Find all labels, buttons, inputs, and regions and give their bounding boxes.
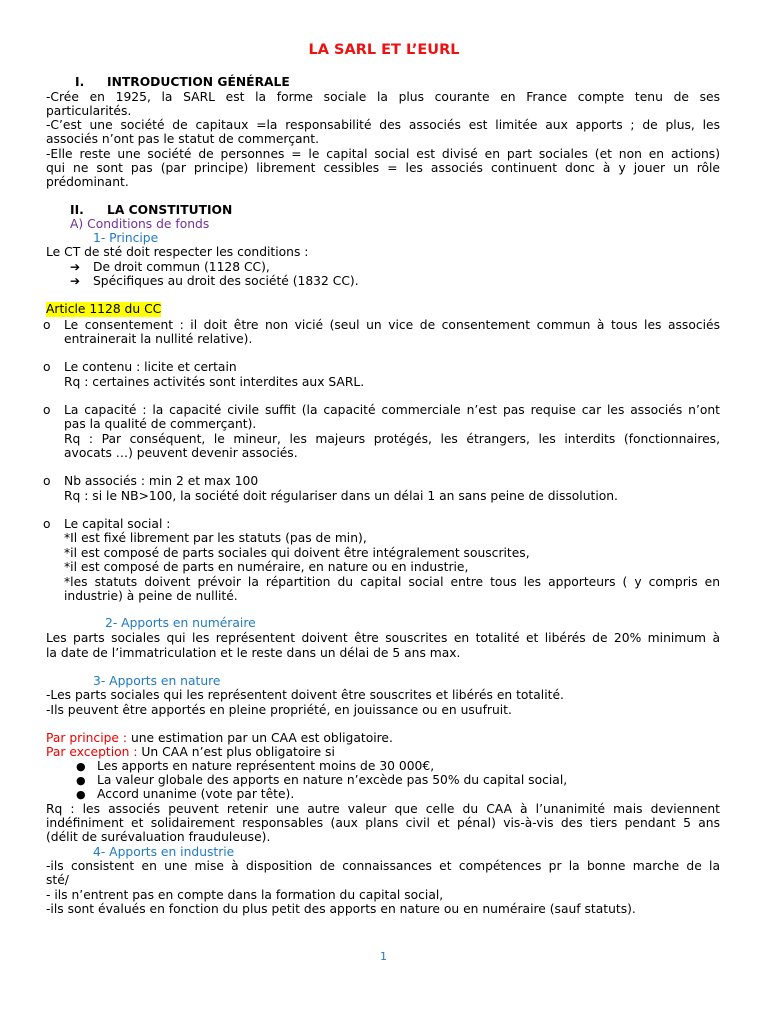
text-line: *il est composé de parts en numéraire, en nature ou en industrie,: [64, 560, 469, 574]
subsection-heading: A) Conditions de fonds: [70, 217, 210, 231]
circle-bullet-icon: o: [43, 360, 51, 374]
text-line: qui ne sont pas (par principe) librement cessibles = les associés continuent donc à y jouer un rôle: [46, 161, 720, 175]
text-line: associés n’ont pas le statut de commerçant.: [46, 132, 320, 146]
text-line: -Crée en 1925, la SARL est la forme sociale la plus courante en France compte tenu de ses: [46, 90, 720, 104]
text-line: avocats …) peuvent devenir associés.: [64, 446, 298, 460]
subsection-heading: 4- Apports en industrie: [93, 845, 235, 859]
list-item: De droit commun (1128 CC),: [93, 260, 270, 274]
text-line: *il est composé de parts sociales qui doivent être intégralement souscrites,: [64, 546, 530, 560]
list-item: Accord unanime (vote par tête).: [97, 787, 295, 801]
text-line: Rq : Par conséquent, le mineur, les majeurs protégés, les étrangers, les interdits (fonctionnaires,: [64, 432, 720, 446]
text-line: [46, 745, 335, 760]
exception-text: Un CAA n’est plus obligatoire si: [137, 745, 335, 759]
section-heading: INTRODUCTION GÉNÉRALE: [107, 75, 290, 89]
text-line: -Les parts sociales qui les représentent doivent être souscrites et libérés en totalité.: [46, 688, 564, 702]
text-line: - ils n’entrent pas en compte dans la formation du capital social,: [46, 888, 444, 902]
text-line: particularités.: [46, 104, 132, 118]
text-line: Rq : si le NB>100, la société doit régulariser dans un délai 1 an sans peine de dissolution.: [64, 489, 618, 503]
text-line: -C’est une société de capitaux =la responsabilité des associés est limitée aux apports ; de plus, les: [46, 118, 720, 132]
text-line: Le capital social :: [64, 517, 171, 531]
arrow-right-icon: ➔: [70, 260, 81, 274]
subsection-heading: 3- Apports en nature: [93, 674, 221, 688]
text-line: [46, 731, 393, 746]
circle-bullet-icon: o: [43, 474, 51, 488]
text-line: La capacité : la capacité civile suffit (la capacité commerciale n’est pas requise car les associés n’ont: [64, 403, 720, 417]
list-item: La valeur globale des apports en nature n’excède pas 50% du capital social,: [97, 773, 568, 787]
text-line: Le contenu : licite et certain: [64, 360, 237, 374]
section-number: I.: [75, 75, 85, 89]
text-line: pas la qualité de commerçant).: [64, 417, 257, 431]
page-number: 1: [380, 950, 387, 963]
text-line: Rq : certaines activités sont interdites aux SARL.: [64, 375, 365, 389]
exception-label: Par exception :: [46, 745, 138, 759]
arrow-right-icon: ➔: [70, 274, 81, 288]
text-line: Le CT de sté doit respecter les conditions :: [46, 245, 309, 259]
document-title: LA SARL ET L’EURL: [308, 42, 460, 58]
list-item: Les apports en nature représentent moins de 30 000€,: [97, 759, 435, 773]
dot-bullet-icon: ●: [76, 760, 86, 773]
text-line: -ils sont évalués en fonction du plus petit des apports en nature ou en numéraire (sauf statuts).: [46, 902, 636, 916]
text-line: sté/: [46, 873, 69, 887]
list-item: Spécifiques au droit des société (1832 CC).: [93, 274, 359, 288]
text-line: -Elle reste une société de personnes = le capital social est divisé en part sociales (et non en actions): [46, 147, 720, 161]
circle-bullet-icon: o: [43, 318, 51, 332]
highlighted-article: Article 1128 du CC: [46, 302, 162, 316]
dot-bullet-icon: ●: [76, 774, 86, 787]
text-line: Nb associés : min 2 et max 100: [64, 474, 259, 488]
text-line: Les parts sociales qui les représentent doivent être souscrites en totalité et libérés de 20% minimum à: [46, 631, 720, 645]
principle-text: une estimation par un CAA est obligatoire.: [127, 731, 393, 745]
section-heading: LA CONSTITUTION: [107, 203, 233, 217]
text-line: *Il est fixé librement par les statuts (pas de min),: [64, 531, 367, 545]
text-line: industrie) à peine de nullité.: [64, 589, 238, 603]
text-line: Le consentement : il doit être non vicié (seul un vice de consentement commun à tous les associés: [64, 318, 720, 332]
text-line: -Ils peuvent être apportés en pleine propriété, en jouissance ou en usufruit.: [46, 703, 512, 717]
circle-bullet-icon: o: [43, 517, 51, 531]
circle-bullet-icon: o: [43, 403, 51, 417]
text-line: Rq : les associés peuvent retenir une autre valeur que celle du CAA à l’unanimité mais deviennent: [46, 802, 720, 816]
text-line: (délit de surévaluation frauduleuse).: [46, 830, 271, 844]
subsection-heading: 1- Principe: [93, 231, 159, 245]
text-line: *les statuts doivent prévoir la répartition du capital social entre tous les apporteurs ( y compris en: [64, 575, 720, 589]
text-line: la date de l’immatriculation et le reste dans un délai de 5 ans max.: [46, 646, 461, 660]
subsection-heading: 2- Apports en numéraire: [105, 616, 256, 630]
text-line: indéfiniment et solidairement responsables (aux plans civil et pénal) vis-à-vis des tiers pendant 5 ans: [46, 816, 720, 830]
text-line: entrainerait la nullité relative).: [64, 332, 253, 346]
principle-label: Par principe :: [46, 731, 128, 745]
section-number: II.: [70, 203, 84, 217]
dot-bullet-icon: ●: [76, 788, 86, 801]
text-line: -ils consistent en une mise à disposition de connaissances et compétences pr la bonne marche de la: [46, 859, 720, 873]
text-line: prédominant.: [46, 175, 129, 189]
